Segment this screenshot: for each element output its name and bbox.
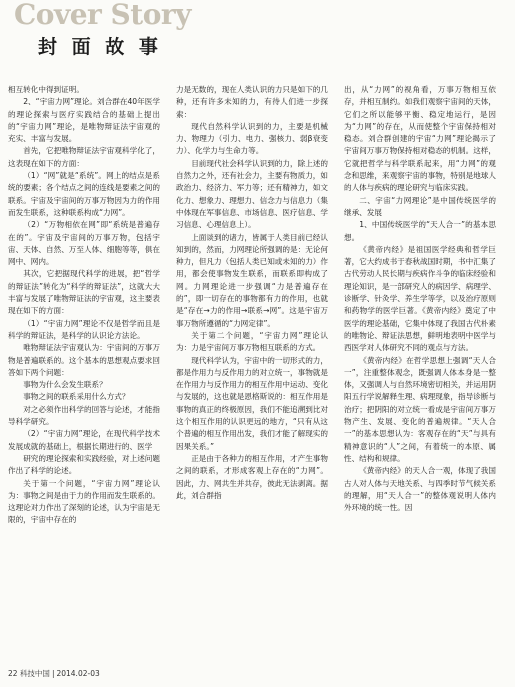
paragraph: 关于第一个问题，“宇宙力网”理论认为：事物之间是由于力的作用而发生联系的。这理论对力作出了深刻的论述，认为宇宙是无限的，宇宙中存在的 bbox=[8, 478, 160, 525]
page-footer: 22 科技中国 | 2014.02-03 bbox=[8, 669, 100, 678]
paragraph: 《黄帝内经》在哲学思想上强调“天人合一”，注重整体观念，既强调人体本身是一整体，又强调人与自然环境密切相关，并运用阴阳五行学说解释生理、病理现象，指导诊断与治疗；把阴阳的对立统一看成是宇宙间万事万物产生、发展、变化的普遍规律。“天人合一”的基本思想认为：客观存在的“天”与具有精神意识的“人”之间，有着统一的本原、属性、结构和规律。 bbox=[344, 355, 496, 463]
magazine-name: 科技中国 bbox=[19, 669, 50, 678]
paragraph: 研究的理论探索和实践经验，对上述问题作出了科学的论述。 bbox=[8, 453, 160, 476]
text-column-2 bbox=[176, 84, 328, 664]
magazine-header bbox=[8, 0, 191, 58]
page-number: 22 bbox=[8, 669, 18, 678]
section-subtitle: 封 面 故 事 bbox=[38, 36, 162, 58]
paragraph: 现代科学认为，宇宙中的一切形式的力，都是作用力与反作用力的对立统一，事物就是在作用力与反作用力的相互作用中运动、变化与发展的，这也就是恩格斯说的：相互作用是事物的真正的终极原因，我们不能追溯到比对这个相互作用的认识更远的地方，“只有从这个普遍的相互作用出发，我们才能了解现实的因果关系。” bbox=[176, 355, 328, 451]
text-column-3 bbox=[344, 84, 496, 664]
paragraph: 《黄帝内经》是祖国医学经典和哲学巨著，它大约成书于春秋战国时期，书中汇集了古代劳动人民长期与疾病作斗争的临床经验和理论知识，是一部研究人的病因学、病理学、诊断学、针灸学、养生学等学，以及治疗原则和药物学的医学巨著。《黄帝内经》奠定了中医学的理论基础，它集中体现了我国古代朴素的唯物论、辩证法思想，鲜明地表明中医学与西医学对人体研究不同的观点与方法。 bbox=[344, 244, 496, 353]
paragraph: （2）“万物相依在网”即“系统是普遍存在的”。宇宙及宇宙间的万事万物，包括宇宙、天体、自然、万至人体、细胞等等，俱在网中、网内。 bbox=[8, 220, 160, 267]
paragraph: 现代自然科学认识到的力，主要是机械力、物理力（引力、电力、强核力、弱β衰变力）、化学力与生命力等。 bbox=[176, 121, 328, 156]
paragraph: 二、宇宙“力网理论”是中国传统医学的继承、发展 bbox=[344, 195, 496, 217]
text-column-1 bbox=[8, 84, 160, 664]
paragraph: 上面谈到的诸力，皆属于人类目前已经认知到的，然而，力网理论所强调的是：无论何种力，但凡力（包括人类已知或未知的力）作用，都会使事物发生联系，而联系即构成了网。力网理论进一步强调“力是普遍存在的”，即一切存在的事物都有力的作用，也就是“存在→力的作用→联系→网”。这是宇宙万事万物所遵循的“力网定律”。 bbox=[176, 232, 328, 328]
paragraph: 出，从“力网”的视角看，万事万物相互依存，并相互制约。如我们观察宇宙间的天体，它们之所以能够平衡、稳定地运行，是因为“力网”的存在，从而使整个宇宙保持相对稳态。刘合群创建的宇宙“力网”理论揭示了宇宙间万事万物保持相对稳态的机制。这样，它就把哲学与科学联系起来，用“力网”的观念和思维，来观察宇宙的事物，特别是地球人的人体与疾病的理论研究与临床实践。 bbox=[344, 85, 496, 193]
paragraph: 对之必须作出科学的回答与论述，才能指导科学研究。 bbox=[8, 404, 160, 427]
paragraph: 1、中国传统医学的“天人合一”的基本思想。 bbox=[344, 220, 496, 242]
paragraph: （1）“宇宙力网”理论不仅是哲学而且是科学的辩证法，是科学的认识论方法论。 bbox=[8, 318, 160, 340]
paragraph: 事物之间的联系采用什么方式？ bbox=[23, 392, 130, 402]
paragraph: （2）“宇宙力网”理论，在现代科学技术发展成就的基础上，根据长期进行的、医学 bbox=[8, 429, 160, 451]
paragraph: 2、“宇宙力网”理论。刘合群在40年医学的理论探索与医疗实践结合的基础上提出的“宇宙力网”理论，是唯物辩证法宇宙观的充实、丰富与发展。 bbox=[8, 97, 160, 144]
paragraph: 目前现代社会科学认识到的力，除上述的自然力之外，还有社会力，主要有物质力，如政治力、经济力、军力等；还有精神力，如文化力、想象力、理想力、信念力与信息力（集中体现在军事信息、市场信息、医疗信息、学习信息、心理信息上）。 bbox=[176, 158, 328, 230]
paragraph: 《黄帝内经》的天人合一观，体现了我国古人对人体与天地关系、与四季时节气候关系的理解，用“天人合一”的整体观说明人体内外环境的统一性。因 bbox=[344, 466, 496, 513]
paragraph: 相互转化中得到证明。 bbox=[8, 85, 84, 94]
paragraph: 力是无数的，现在人类认识的力只是如下的几种，还有许多未知的力，有待人们进一步探索： bbox=[176, 85, 328, 119]
section-title: Cover Story bbox=[14, 0, 191, 31]
paragraph: （1）“网”就是“系统”。网上的结点是系统的要素；各个结点之间的连线是要素之间的联系。宇宙及宇宙间的万事万物因为力的作用而发生联系，这种联系构成“力网”。 bbox=[8, 171, 160, 217]
paragraph: 其次，它把据现代科学的进展，把“哲学的辩证法”转化为“科学的辩证法”，这就大大丰富与发展了唯物辩证法的宇宙观，这主要表现在如下的方面： bbox=[8, 269, 160, 316]
paragraph: 事物为什么会发生联系？ bbox=[23, 380, 107, 390]
paragraph: 正是由于各种力的相互作用，才产生事物之间的联系，才形成客观上存在的“力网”。因此，力、网共生并共存，彼此无法剥离。据此，刘合群指 bbox=[176, 453, 328, 500]
paragraph: 关于第二个问题，“宇宙力网”理论认为：力是宇宙间万事万物相互联系的方式。 bbox=[176, 330, 328, 353]
paragraph: 唯物辩证法宇宙观认为：宇宙间的万事万物是普遍联系的。这个基本的思想观点要求回答如下两个问题： bbox=[8, 343, 160, 377]
issue-date: 2014.02-03 bbox=[56, 669, 100, 678]
paragraph: 首先，它把唯物辩证法宇宙观科学化了，这表现在如下的方面： bbox=[8, 146, 160, 168]
